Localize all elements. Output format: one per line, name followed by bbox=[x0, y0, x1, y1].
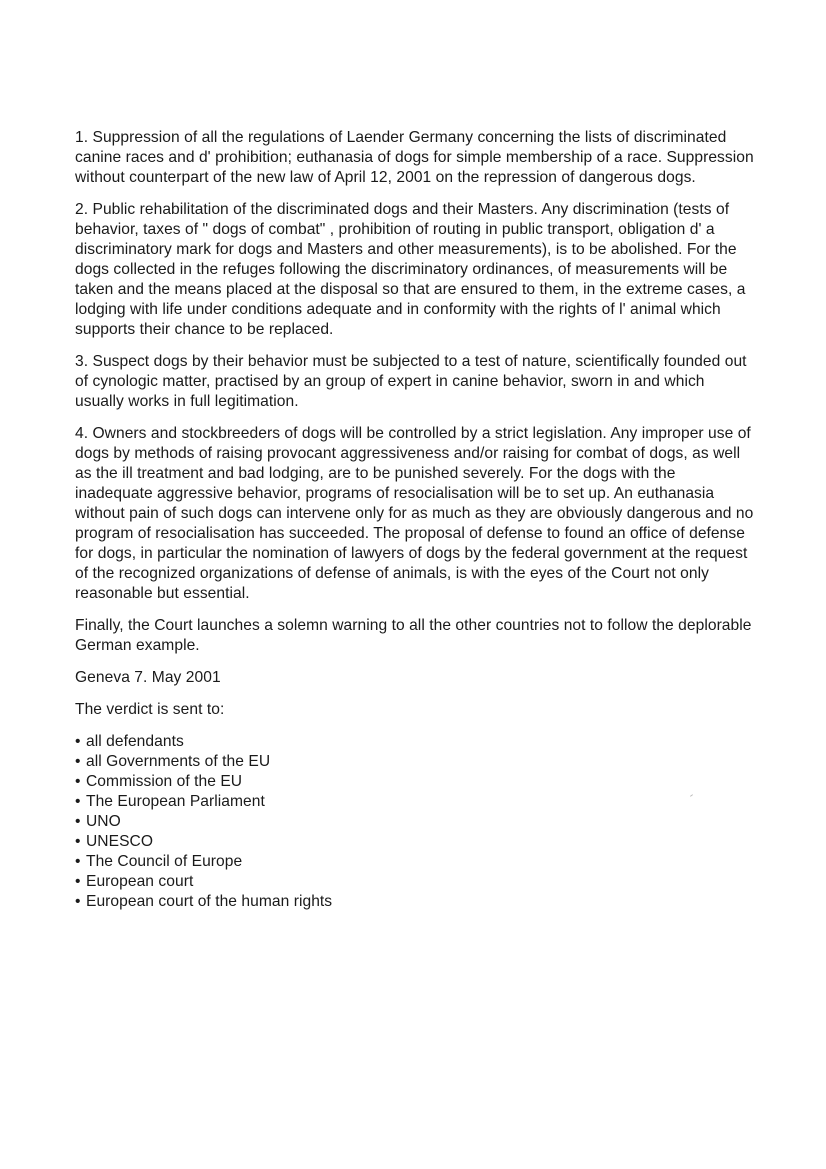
recipient-label: Commission of the EU bbox=[86, 773, 243, 790]
recipient-label: European court of the human rights bbox=[86, 893, 333, 910]
list-item bbox=[75, 752, 755, 772]
bullet-icon: • bbox=[75, 873, 81, 890]
recipient-label: The Council of Europe bbox=[86, 853, 243, 870]
paragraph-1: 1. Suppression of all the regulations of Laender Germany concerning the lists of discriminated canine races and d' prohibition; euthanasia of dogs for simple membership of a race. Suppression without counterpart of the new law of April 12, 2001 on the repression of dangerous dogs. bbox=[75, 129, 754, 186]
list-item bbox=[75, 872, 755, 892]
bullet-icon: • bbox=[75, 813, 81, 830]
bullet-icon: • bbox=[75, 733, 81, 750]
bullet-icon: • bbox=[75, 753, 81, 770]
list-item bbox=[75, 832, 755, 852]
closing-warning: Finally, the Court launches a solemn warning to all the other countries not to follow the deplorable German example. bbox=[75, 617, 752, 654]
bullet-icon: • bbox=[75, 893, 81, 910]
recipient-label: UNO bbox=[86, 813, 121, 830]
recipient-label: European court bbox=[86, 873, 194, 890]
recipient-label: all defendants bbox=[86, 733, 184, 750]
list-item bbox=[75, 772, 755, 792]
recipient-label: all Governments of the EU bbox=[86, 753, 271, 770]
list-item bbox=[75, 812, 755, 832]
bullet-icon: • bbox=[75, 853, 81, 870]
recipients-list bbox=[75, 732, 755, 912]
bullet-icon: • bbox=[75, 773, 81, 790]
list-item bbox=[75, 732, 755, 752]
document-body bbox=[75, 128, 755, 912]
recipient-label: UNESCO bbox=[86, 833, 154, 850]
list-item bbox=[75, 792, 755, 812]
bullet-icon: • bbox=[75, 833, 81, 850]
paragraph-2: 2. Public rehabilitation of the discriminated dogs and their Masters. Any discrimination (tests of behavior, taxes of " dogs of combat" , prohibition of routing in public transport, obligation d' a discriminatory mark for dogs and Masters and other measurements), is to be abolished. For the dogs collected in the refuges following the discriminatory ordinances, of measurements will be taken and the means placed at the disposal so that are ensured to them, in the extreme cases, a lodging with life under conditions adequate and in conformity with the rights of l' animal which supports their chance to be replaced. bbox=[75, 201, 746, 338]
list-item bbox=[75, 852, 755, 872]
recipients-intro: The verdict is sent to: bbox=[75, 701, 225, 718]
bullet-icon: • bbox=[75, 793, 81, 810]
place-date: Geneva 7. May 2001 bbox=[75, 669, 221, 686]
recipient-label: The European Parliament bbox=[86, 793, 265, 810]
list-item bbox=[75, 892, 755, 912]
paragraph-4: 4. Owners and stockbreeders of dogs will be controlled by a strict legislation. Any improper use of dogs by methods of raising provocant aggressiveness and/or raising for combat of dogs, as well as the ill treatment and bad lodging, are to be punished severely. For the dogs with the inadequate aggressive behavior, programs of resocialisation will be to set up. An euthanasia without pain of such dogs can intervene only for as much as they are obviously dangerous and no program of resocialisation has succeeded. The proposal of defense to found an office of defense for dogs, in particular the nomination of lawyers of dogs by the federal government at the request of the recognized organizations of defense of animals, is with the eyes of the Court not only reasonable but essential. bbox=[75, 425, 754, 602]
paragraph-3: 3. Suspect dogs by their behavior must be subjected to a test of nature, scientifically founded out of cynologic matter, practised by an group of expert in canine behavior, sworn in and which usually works in full legitimation. bbox=[75, 353, 747, 410]
